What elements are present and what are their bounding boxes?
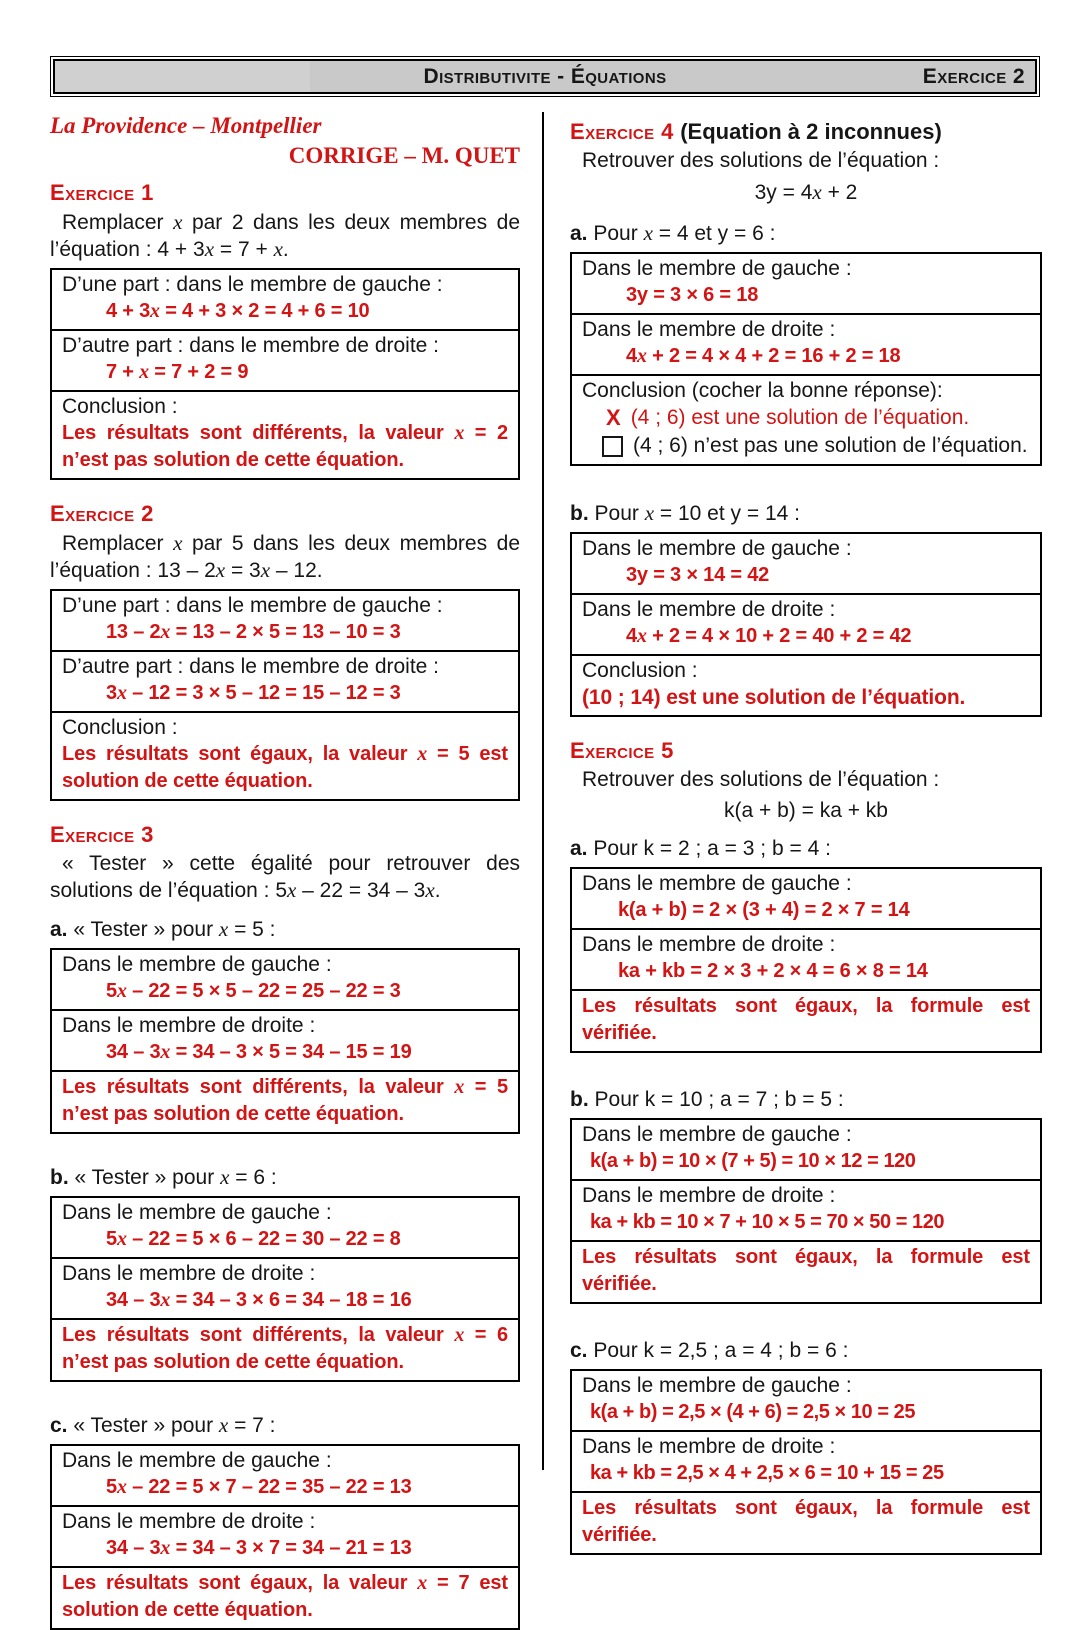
page-header-band — [53, 59, 1037, 94]
table-row — [52, 591, 518, 650]
row-label: Dans le membre de droite : — [582, 1435, 836, 1458]
table-row — [572, 1179, 1040, 1240]
page-header — [50, 56, 1040, 97]
exercise-5c-label — [570, 1338, 1042, 1364]
row-equation: k(a + b) = 2 × (3 + 4) = 2 × 7 = 14 — [618, 899, 910, 921]
table-row — [572, 869, 1040, 928]
exercise-4-heading — [570, 118, 1042, 145]
part-letter: c. — [50, 1414, 68, 1437]
exercise-4a-label — [570, 220, 1042, 247]
part-letter: b. — [50, 1166, 69, 1189]
part-letter: a. — [50, 918, 68, 941]
table-row — [52, 1446, 518, 1505]
part-letter: a. — [570, 222, 588, 245]
choice-text: (4 ; 6) n’est pas une solution de l’équation. — [633, 434, 1028, 457]
math-variable: x — [139, 361, 149, 383]
exercise-3c-table — [50, 1444, 520, 1630]
table-row-conclusion — [572, 654, 1040, 715]
exercise-4b-table — [570, 532, 1042, 717]
part-title: Pour k = 10 ; a = 7 ; b = 5 : — [594, 1088, 844, 1111]
table-row — [572, 593, 1040, 654]
exercise-5b-label — [570, 1087, 1042, 1113]
math-variable: x — [116, 1228, 127, 1250]
row-equation: k(a + b) = 2,5 × (4 + 6) = 2,5 × 10 = 25 — [590, 1401, 915, 1423]
part-letter: c. — [570, 1339, 588, 1362]
row-equation: 3y = 3 × 14 = 42 — [626, 564, 770, 586]
row-label: Dans le membre de droite : — [62, 1510, 316, 1533]
exercise-5b-table — [570, 1118, 1042, 1304]
math-variable: x — [116, 682, 127, 704]
exercise-4a-table — [570, 252, 1042, 466]
row-equation: 34 – 3x = 34 – 3 × 5 = 34 – 15 = 19 — [106, 1041, 412, 1063]
conclusion-text: Les résultats sont égaux, la valeur x = 5 est solution de cette équation. — [62, 743, 508, 792]
math-variable: x — [454, 422, 465, 444]
table-row — [572, 254, 1040, 313]
row-label: Dans le membre de droite : — [62, 1014, 316, 1037]
checked-x-mark: X — [606, 405, 621, 430]
part-letter: b. — [570, 502, 589, 525]
row-equation: 7 + x = 7 + 2 = 9 — [106, 361, 249, 383]
exercise-1-table — [50, 268, 520, 480]
row-equation: 5x – 22 = 5 × 7 – 22 = 35 – 22 = 13 — [106, 1476, 412, 1498]
row-equation: 4 + 3x = 4 + 3 × 2 = 4 + 6 = 10 — [106, 300, 370, 322]
row-label: D’autre part : dans le membre de droite : — [62, 334, 440, 357]
table-row — [572, 534, 1040, 593]
row-label: Dans le membre de gauche : — [582, 257, 852, 280]
right-column — [570, 112, 1042, 1555]
table-row — [52, 1198, 518, 1257]
header-exercise-label: Exercice 2 — [922, 65, 1025, 88]
choice-unchecked — [582, 432, 1030, 460]
exercise-3a-label — [50, 916, 520, 943]
math-variable: x — [425, 878, 435, 902]
conclusion-label: Conclusion : — [582, 659, 698, 682]
row-equation: 3y = 3 × 6 = 18 — [626, 284, 759, 306]
school-name: La Providence – Montpellier — [50, 113, 322, 138]
exercise-4-intro: Retrouver des solutions de l’équation : — [582, 149, 940, 172]
table-row — [52, 1009, 518, 1070]
exercise-1-heading: Exercice 1 — [50, 180, 154, 205]
conclusion-label: Conclusion (cocher la bonne réponse): — [582, 379, 943, 402]
exercise-5c-table — [570, 1369, 1042, 1555]
math-variable: x — [812, 180, 822, 204]
table-row — [572, 1120, 1040, 1179]
row-equation: 4x + 2 = 4 × 10 + 2 = 40 + 2 = 42 — [626, 625, 912, 647]
math-variable: x — [220, 1165, 230, 1189]
math-variable: x — [644, 501, 655, 525]
part-title: Pour x = 10 et y = 14 : — [594, 501, 800, 525]
math-variable: x — [173, 210, 183, 234]
row-equation: 34 – 3x = 34 – 3 × 7 = 34 – 21 = 13 — [106, 1537, 412, 1559]
exercise-3-intro: « Tester » cette égalité pour retrouver des solutions de l’équation : 5x – 22 = 34 – 3x. — [50, 852, 520, 902]
column-divider — [542, 112, 544, 1470]
row-equation: k(a + b) = 10 × (7 + 5) = 10 × 12 = 120 — [590, 1150, 916, 1172]
row-label: D’une part : dans le membre de gauche : — [62, 594, 443, 617]
math-variable: x — [454, 1324, 465, 1346]
table-row-conclusion — [52, 390, 518, 478]
row-equation: ka + kb = 2,5 × 4 + 2,5 × 6 = 10 + 15 = 25 — [590, 1462, 944, 1484]
row-label: Dans le membre de gauche : — [582, 1374, 852, 1397]
table-row — [52, 650, 518, 711]
exercise-4-equation: 3y = 4x + 2 — [754, 180, 858, 204]
table-row-conclusion — [52, 1070, 518, 1132]
exercise-1-intro: Remplacer x par 2 dans les deux membres de l’équation : 4 + 3x = 7 + x. — [50, 210, 520, 261]
exercise-3b-table — [50, 1196, 520, 1382]
math-variable: x — [287, 878, 297, 902]
conclusion-label: Conclusion : — [62, 395, 178, 418]
math-variable: x — [218, 917, 229, 941]
math-variable: x — [636, 345, 647, 367]
part-title: « Tester » pour x = 6 : — [74, 1165, 277, 1189]
row-equation: 3x – 12 = 3 × 5 – 12 = 15 – 12 = 3 — [106, 682, 401, 704]
table-row — [52, 950, 518, 1009]
exercise-4-number: Exercice 4 — [570, 119, 674, 144]
choice-text: (4 ; 6) est une solution de l’équation. — [630, 406, 970, 429]
conclusion-text: Les résultats sont différents, la valeur x = 6 n’est pas solution de cette équation. — [62, 1324, 508, 1373]
exercise-3c-label — [50, 1412, 520, 1439]
exercise-5a-label — [570, 836, 1042, 862]
math-variable: x — [116, 1476, 127, 1498]
row-label: D’une part : dans le membre de gauche : — [62, 273, 443, 296]
row-label: Dans le membre de gauche : — [582, 1123, 852, 1146]
table-row — [52, 329, 518, 390]
math-variable: x — [417, 1572, 428, 1594]
part-title: « Tester » pour x = 5 : — [73, 917, 276, 941]
conclusion-label: Conclusion : — [62, 716, 178, 739]
exercise-5-equation: k(a + b) = ka + kb — [723, 799, 888, 822]
conclusion-text: Les résultats sont différents, la valeur x = 2 n’est pas solution de cette équation. — [62, 422, 508, 471]
corrige-author: CORRIGE – M. QUET — [288, 143, 520, 168]
math-variable: x — [215, 558, 226, 582]
table-row — [52, 1257, 518, 1318]
row-label: Dans le membre de gauche : — [582, 872, 852, 895]
math-variable: x — [160, 1537, 171, 1559]
math-variable: x — [218, 1413, 229, 1437]
left-column — [50, 112, 520, 1630]
table-row-conclusion-choices — [572, 374, 1040, 464]
exercise-4-subtitle: (Equation à 2 inconnues) — [680, 119, 942, 144]
exercise-3b-label — [50, 1164, 520, 1191]
part-title: « Tester » pour x = 7 : — [73, 1413, 276, 1437]
exercise-2-heading: Exercice 2 — [50, 501, 154, 526]
math-variable: x — [173, 531, 183, 555]
row-equation: 4x + 2 = 4 × 4 + 2 = 16 + 2 = 18 — [626, 345, 901, 367]
table-row-conclusion — [52, 711, 518, 799]
row-equation: ka + kb = 2 × 3 + 2 × 4 = 6 × 8 = 14 — [618, 960, 928, 982]
row-label: Dans le membre de droite : — [582, 598, 836, 621]
row-label: Dans le membre de droite : — [582, 1184, 836, 1207]
math-variable: x — [260, 558, 271, 582]
part-letter: b. — [570, 1088, 589, 1111]
math-variable: x — [160, 1041, 171, 1063]
exercise-5-intro: Retrouver des solutions de l’équation : — [582, 768, 940, 791]
row-label: Dans le membre de droite : — [582, 933, 836, 956]
math-variable: x — [643, 221, 653, 245]
conclusion-text: (10 ; 14) est une solution de l’équation. — [582, 686, 966, 709]
math-variable: x — [160, 621, 171, 643]
row-label: D’autre part : dans le membre de droite : — [62, 655, 440, 678]
table-row — [572, 1371, 1040, 1430]
row-label: Dans le membre de droite : — [582, 318, 836, 341]
row-label: Dans le membre de droite : — [62, 1262, 316, 1285]
math-variable: x — [454, 1076, 465, 1098]
row-equation: 5x – 22 = 5 × 5 – 22 = 25 – 22 = 3 — [106, 980, 401, 1002]
choice-checked — [582, 404, 1030, 432]
row-equation: 34 – 3x = 34 – 3 × 6 = 34 – 18 = 16 — [106, 1289, 412, 1311]
math-variable: x — [204, 237, 215, 261]
exercise-3a-table — [50, 948, 520, 1134]
table-row — [572, 928, 1040, 989]
math-variable: x — [160, 1289, 171, 1311]
row-label: Dans le membre de gauche : — [582, 537, 852, 560]
math-variable: x — [150, 300, 160, 322]
part-title: Pour k = 2,5 ; a = 4 ; b = 6 : — [593, 1339, 849, 1362]
row-label: Dans le membre de gauche : — [62, 953, 332, 976]
exercise-3-heading: Exercice 3 — [50, 822, 154, 847]
exercise-2-table — [50, 589, 520, 801]
part-letter: a. — [570, 837, 588, 860]
checkbox-unchecked-icon — [602, 436, 623, 457]
exercise-4b-label — [570, 500, 1042, 527]
header-title: Distributivite - Équations — [423, 65, 667, 88]
row-label: Dans le membre de gauche : — [62, 1201, 332, 1224]
exercise-2-intro: Remplacer x par 5 dans les deux membres de l’équation : 13 – 2x = 3x – 12. — [50, 531, 520, 582]
exercise-5a-table — [570, 867, 1042, 1053]
math-variable: x — [116, 980, 127, 1002]
conclusion-text: Les résultats sont égaux, la valeur x = 7 est solution de cette équation. — [62, 1572, 508, 1621]
part-title: Pour x = 4 et y = 6 : — [593, 221, 776, 245]
row-equation: 5x – 22 = 5 × 6 – 22 = 30 – 22 = 8 — [106, 1228, 401, 1250]
table-row — [52, 270, 518, 329]
row-label: Dans le membre de gauche : — [62, 1449, 332, 1472]
part-title: Pour k = 2 ; a = 3 ; b = 4 : — [593, 837, 831, 860]
math-variable: x — [417, 743, 428, 765]
conclusion-text: Les résultats sont égaux, la formule est vérifiée. — [582, 1497, 1030, 1546]
conclusion-text: Les résultats sont différents, la valeur x = 5 n’est pas solution de cette équation. — [62, 1076, 508, 1125]
table-row-conclusion — [572, 1491, 1040, 1553]
conclusion-text: Les résultats sont égaux, la formule est vérifiée. — [582, 1246, 1030, 1295]
table-row — [572, 313, 1040, 374]
table-row-conclusion — [52, 1318, 518, 1380]
math-variable: x — [636, 625, 647, 647]
conclusion-text: Les résultats sont égaux, la formule est vérifiée. — [582, 995, 1030, 1044]
table-row-conclusion — [572, 989, 1040, 1051]
table-row-conclusion — [572, 1240, 1040, 1302]
exercise-5-heading: Exercice 5 — [570, 738, 674, 763]
table-row-conclusion — [52, 1566, 518, 1628]
math-variable: x — [273, 237, 283, 261]
row-equation: 13 – 2x = 13 – 2 × 5 = 13 – 10 = 3 — [106, 621, 401, 643]
table-row — [572, 1430, 1040, 1491]
row-equation: ka + kb = 10 × 7 + 10 × 5 = 70 × 50 = 120 — [590, 1211, 945, 1233]
